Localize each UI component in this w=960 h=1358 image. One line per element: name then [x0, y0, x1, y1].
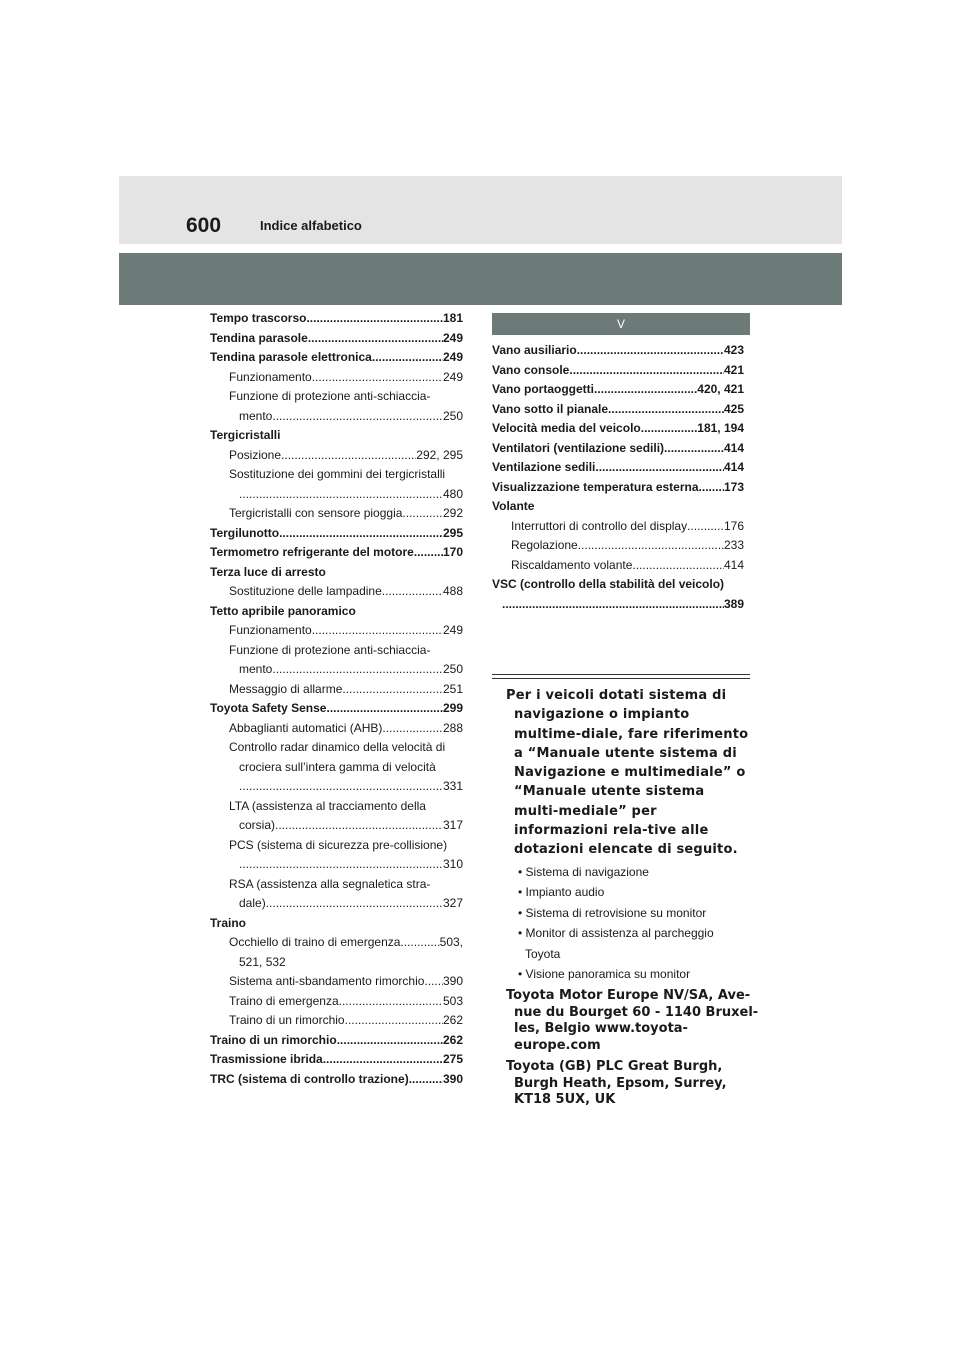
section-title: Indice alfabetico — [260, 218, 362, 233]
index-heading: Volante — [492, 499, 535, 513]
navigation-note — [506, 686, 750, 985]
index-subentry: Interruttori di controllo del display ..... 176 — [492, 517, 744, 537]
index-heading: VSC (controllo della stabilità del veicolo) — [492, 577, 725, 591]
index-subentry: LTA (assistenza al tracciamento della — [229, 798, 426, 813]
index-entry: Tergilunotto ..... 295 — [210, 524, 463, 544]
index-subentry: Occhiello di traino di emergenza ..... 503, — [210, 933, 463, 953]
index-subentry: Controllo radar dinamico della velocità di — [229, 740, 446, 754]
index-heading: Terza luce di arresto — [210, 564, 326, 579]
note-bullet: • Sistema di navigazione — [518, 864, 649, 879]
index-subentry: Riscaldamento volante ..... 414 — [492, 556, 744, 576]
index-entry: Visualizzazione temperatura esterna ..... 173 — [492, 478, 744, 498]
index-subentry: Abbaglianti automatici (AHB) ..... 288 — [210, 719, 463, 739]
index-entry: Ventilatori (ventilazione sedili) ..... 414 — [492, 439, 744, 459]
index-subentry: RSA (assistenza alla segnaletica stra- — [229, 876, 431, 891]
index-entry: Velocità media del veicolo ..... 181, 194 — [492, 419, 744, 439]
header-bar — [119, 176, 842, 244]
index-entry: Vano console ..... 421 — [492, 361, 744, 381]
note-bullet: • Sistema di retrovisione su monitor — [518, 905, 707, 920]
note-heading: Per i veicoli dotati sistema di navigazione o impianto multime-diale, fare riferimento a “Manuale utente sistema di Navigazione e multimediale” o “Manuale utente sistema multi-mediale” per informazioni rela-tive alle dotazioni elencate di seguito. — [506, 688, 749, 858]
index-entry: TRC (sistema di controllo trazione) ..... 390 — [210, 1070, 463, 1090]
index-subentry: Posizione ..... 292, 295 — [210, 446, 463, 466]
index-column-right — [492, 341, 744, 614]
index-subentry: Traino di emergenza ..... 503 — [210, 992, 463, 1012]
index-subentry: mento ..... 250 — [210, 407, 463, 427]
index-entry: Tempo trascorso ..... 181 — [210, 309, 463, 329]
index-entry: Ventilazione sedili ..... 414 — [492, 458, 744, 478]
index-entry: ..... 389 — [492, 595, 744, 615]
index-entry: Traino di un rimorchio ..... 262 — [210, 1031, 463, 1051]
index-entry: Vano portaoggetti ..... 420, 421 — [492, 380, 744, 400]
note-bullet: • Visione panoramica su monitor — [518, 967, 691, 982]
header-band — [119, 253, 842, 305]
index-subentry: Funzionamento ..... 249 — [210, 621, 463, 641]
index-subentry: Sistema anti-sbandamento rimorchio ..... 390 — [210, 972, 463, 992]
index-entry: Termometro refrigerante del motore ..... 170 — [210, 543, 463, 563]
address-toyota-europe: Toyota Motor Europe NV/SA, Ave-nue du Bourget 60 - 1140 Bruxel-les, Belgio www.toyota-europe.com — [506, 988, 759, 1053]
index-entry: Trasmissione ibrida ..... 275 — [210, 1050, 463, 1070]
index-entry: Tendina parasole ..... 249 — [210, 329, 463, 349]
index-subentry: ..... 310 — [210, 855, 463, 875]
index-entry: Tendina parasole elettronica ..... 249 — [210, 348, 463, 368]
note-bullet: • Monitor di assistenza al parcheggio — [518, 926, 714, 941]
address-toyota-gb: Toyota (GB) PLC Great Burgh, Burgh Heath, Epsom, Surrey, KT18 5UX, UK — [506, 1059, 727, 1107]
index-subentry: corsia) ..... 317 — [210, 816, 463, 836]
index-subentry: Traino di un rimorchio ..... 262 — [210, 1011, 463, 1031]
index-heading: Tergicristalli — [210, 428, 281, 442]
page-number: 600 — [186, 214, 222, 237]
index-entry: Vano ausiliario ..... 423 — [492, 341, 744, 361]
index-subentry: Messaggio di allarme ..... 251 — [210, 680, 463, 700]
index-subentry: mento ..... 250 — [210, 660, 463, 680]
index-heading: Tetto apribile panoramico — [210, 603, 356, 618]
index-subentry: ..... 480 — [210, 485, 463, 505]
index-subentry: Sostituzione delle lampadine ..... 488 — [210, 582, 463, 602]
index-subentry: dale) ..... 327 — [210, 894, 463, 914]
index-subentry: PCS (sistema di sicurezza pre-collisione) — [229, 837, 448, 852]
index-subentry: 521, 532 — [239, 954, 286, 969]
index-column-left — [210, 309, 463, 1089]
index-subentry: Funzione di protezione anti-schiaccia- — [229, 389, 431, 403]
index-subentry: Funzionamento ..... 249 — [210, 368, 463, 388]
section-letter-v: V — [492, 313, 750, 335]
index-entry: Vano sotto il pianale ..... 425 — [492, 400, 744, 420]
index-subentry: ..... 331 — [210, 777, 463, 797]
note-bullet-continuation: Toyota — [525, 946, 561, 961]
index-subentry: crociera sull’intera gamma di velocità — [239, 759, 436, 774]
note-bullet: • Impianto audio — [518, 885, 605, 900]
index-subentry: Funzione di protezione anti-schiaccia- — [229, 642, 431, 657]
index-heading: Traino — [210, 915, 247, 930]
index-subentry: Regolazione ..... 233 — [492, 536, 744, 556]
index-subentry: Tergicristalli con sensore pioggia ..... 292 — [210, 504, 463, 524]
divider — [492, 674, 750, 679]
index-subentry: Sostituzione dei gommini dei tergicristalli — [229, 467, 446, 481]
index-entry: Toyota Safety Sense ..... 299 — [210, 699, 463, 719]
